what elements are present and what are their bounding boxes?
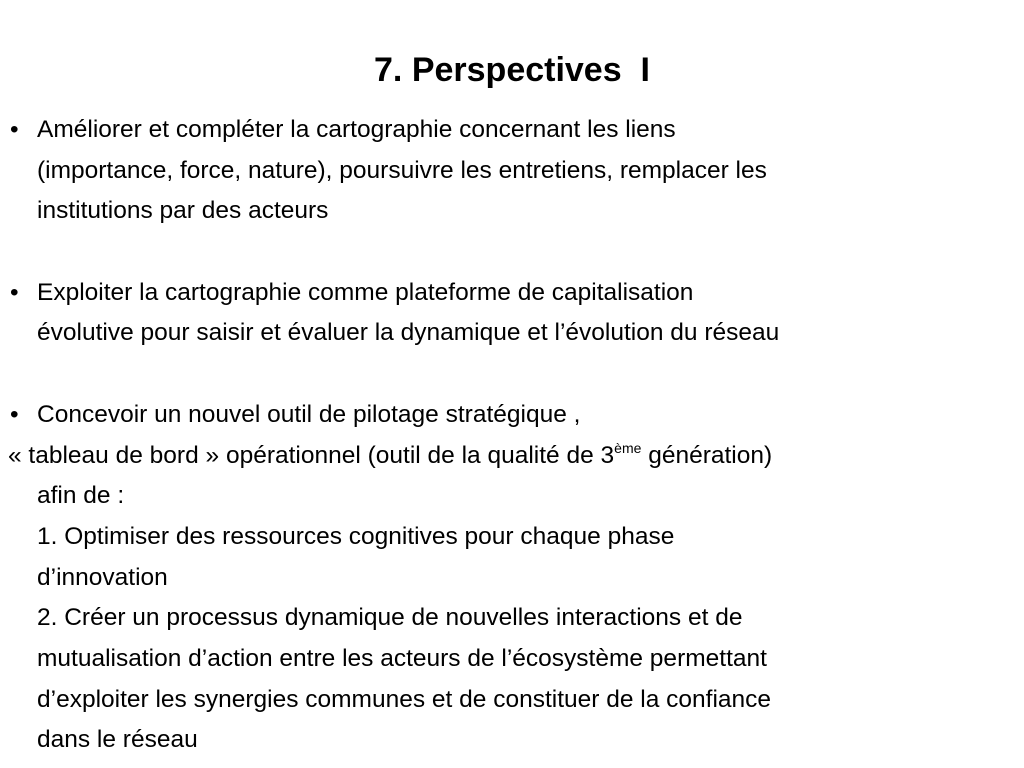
bullet-3-line-6: 2. Créer un processus dynamique de nouvelles interactions et de (37, 604, 743, 632)
bullet-3-line-4: 1. Optimiser des ressources cognitives pour chaque phase (37, 522, 675, 550)
bullet-2-text-1: Exploiter la cartographie comme plateforme de capitalisation (37, 278, 694, 306)
bullet-3-line-8: d’exploiter les synergies communes et de constituer de la confiance (37, 685, 772, 713)
spacer (8, 354, 1018, 395)
bullet-3-line-3: afin de : (37, 482, 125, 510)
bullet-1-line-1 (8, 110, 1018, 151)
bullet-dot: • (10, 400, 19, 428)
bullet-2-line-2: évolutive pour saisir et évaluer la dynamique et l’évolution du réseau (37, 319, 780, 347)
bullet-2-line-1 (8, 273, 1018, 314)
bullet-3-line-5: d’innovation (37, 563, 168, 591)
bullet-1-line-2: (importance, force, nature), poursuivre les entretiens, remplacer les (37, 156, 767, 184)
bullet-dot: • (10, 278, 19, 306)
bullet-3-text-1: Concevoir un nouvel outil de pilotage stratégique , (37, 400, 581, 428)
bullet-1-line-3: institutions par des acteurs (37, 197, 329, 225)
bullet-3-line-2-before: « tableau de bord » opérationnel (outil de la qualité de 3 (8, 441, 615, 469)
bullet-3-line-1 (8, 395, 1018, 436)
superscript-eme: ème (614, 439, 642, 456)
bullet-3-line-7: mutualisation d’action entre les acteurs de l’écosystème permettant (37, 644, 767, 672)
bullet-3-line-2 (8, 436, 1018, 477)
bullet-dot: • (10, 116, 19, 143)
bullet-3-line-2-after: génération) (641, 441, 773, 469)
bullet-1-text-1: Améliorer et compléter la cartographie concernant les liens (37, 116, 676, 143)
spacer (8, 232, 1018, 273)
bullet-3-line-9: dans le réseau (37, 726, 198, 754)
slide-title: 7. Perspectives I (374, 51, 650, 89)
slide-body (8, 110, 1018, 761)
